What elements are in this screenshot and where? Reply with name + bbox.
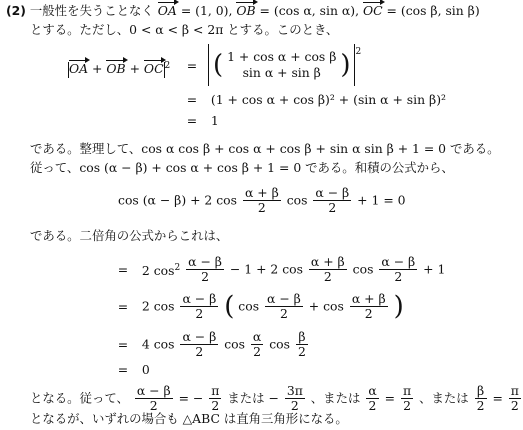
eq1-lhs: OA + OB + $OC^2$	[69, 61, 171, 77]
para2: である。二倍角の公式からこれは、	[30, 228, 229, 243]
problem-label: (2)	[6, 3, 26, 18]
vector-oc: OC	[362, 3, 383, 18]
vector-oa: OA	[157, 3, 177, 18]
para1-line2: 従って、cos (α − β) + cos α + cos β + 1 = 0 である。和積の公式から、	[30, 160, 454, 175]
para1-line1: である。整理して、cos α cos β + cos α + cos β + sin α sin β + 1 = 0 である。	[30, 141, 500, 156]
tail-line-1-text: となる。従って、	[30, 390, 129, 406]
tail-line-2: となるが、いずれの場合も △ABC は直角三角形になる。	[30, 411, 348, 426]
eq1-r1-top: 1 + cos α + cos β	[227, 49, 337, 64]
eq1-r3: 1	[210, 113, 219, 128]
derivation-row-2: = 2 cos $\frac{\alpha - \beta}{2}$ ( cos $\frac{\alpha - \beta}{2}$ + cos $\frac{\alpha + \beta}{2}$ )	[117, 291, 404, 322]
tail-line-1: となる。従って、 $\frac{\alpha - \beta}{2}$ = − $\frac{\pi}{2}$ または − $\frac{3\pi}{2}$ 、または $\frac{\alpha}{2}$ = $\frac{\pi}{2}$ 、または $\frac{\beta}{2}$ = $\frac{\pi}{2}$	[30, 383, 519, 413]
eq1-row2: = (1 + cos α + cos β)² + (sin α + sin β)²	[186, 92, 447, 107]
derivation-row-1: = 2 $\cos^2$ $\frac{\alpha - \beta}{2}$ − 1 + 2 cos $\frac{\alpha + \beta}{2}$ cos $\frac{\alpha - \beta}{2}$ + 1	[117, 254, 446, 284]
eq1-row3: = 1	[186, 113, 219, 128]
sum-to-product-equation: cos (α − β) + 2 cos $\frac{\alpha + \beta}{2}$ cos $\frac{\alpha - \beta}{2}$ + 1 = 0	[118, 185, 406, 215]
eq1-r1: ( 1 + cos α + cos β sin α + sin β ) $^2$	[208, 44, 361, 86]
line-2: とする。ただし、0 < α < β < 2π とする。このとき、	[30, 22, 339, 37]
derivation-row-3: = 4 cos $\frac{\alpha - \beta}{2}$ cos $\frac{\alpha}{2}$ cos $\frac{\beta}{2}$	[117, 329, 306, 359]
eq1-equals-1: =	[186, 58, 198, 73]
vector-ob: OB	[236, 3, 256, 18]
line-1: (2) 一般性を失うことなく OA = (1, 0), OB = (cos α, sin α), OC = (cos β, sin β)	[6, 3, 480, 18]
derivation-row-4: = 0	[117, 362, 150, 377]
line-1-prefix: 一般性を失うことなく	[29, 3, 154, 18]
eq1-r1-bot: sin α + sin β	[242, 65, 321, 80]
eq1-r2: (1 + cos α + cos β)² + (sin α + sin β)²	[210, 92, 447, 107]
